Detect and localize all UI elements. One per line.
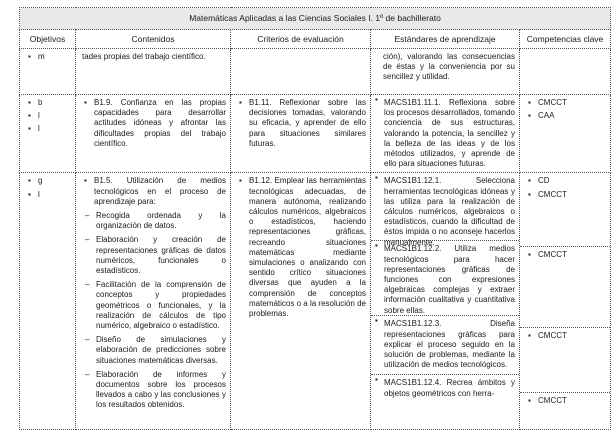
criterio-text: ▪ B1.12. Emplear las herramientas tecnológicas adecuadas, de manera autónoma, realizando cálculos numéricos, algebraicos o estadísticos, haciendo representaciones gráficas, recreando situaciones matemáticas mediante simulaciones o analizando con sentido crítico situaciones diversas que ayuden a la comprensión de conceptos matemáticos o a la resolución de problemas. <box>237 176 366 319</box>
competencias-cell <box>520 49 611 95</box>
contenido-intro: ▪ B1.5. Utilización de medios tecnológicos en el proceso de aprendizaje para: <box>82 176 226 207</box>
estandar-text: ▪ MACS1B1.11.1. Reflexiona sobre los procesos desarrollados, tomando conciencia de sus estructuras, valorando la potencia, la sencillez y la belleza de las ideas y de los métodos utilizados, y aprende de ello para situaciones futuras. <box>371 95 519 172</box>
competencia-item: ▪ CAA <box>526 111 606 121</box>
contenidos-cell <box>76 95 231 173</box>
criterio-text: ▪ B1.11. Reflexionar sobre las decisiones tomadas, valorando su eficacia, y aprender de ello para situaciones similares futuras. <box>237 98 366 149</box>
objetivos-cell <box>20 173 76 430</box>
criterios-cell <box>231 49 371 95</box>
contenido-text: tades propias del trabajo científico. <box>82 52 206 61</box>
header-contenidos: Contenidos <box>76 30 231 49</box>
competencia-item: ▪ CD <box>526 176 606 186</box>
header-objetivos: Objetivos <box>20 30 76 49</box>
competencias-cell <box>520 173 611 430</box>
objetivo-item: ▪ m <box>26 52 71 62</box>
estandares-cell <box>371 95 520 173</box>
objetivos-cell <box>20 49 76 95</box>
competencia-item: ▪ CMCCT <box>526 190 606 200</box>
contenido-subitem: – Recogida ordenada y la organización de datos. <box>82 211 226 231</box>
estandar-text: ▪ MACS1B1.12.3. Diseña representaciones gráficas para explicar el proceso seguido en la solución de problemas, mediante la utilización de medios tecnológicos. <box>371 316 519 373</box>
objetivo-item: ▪ b <box>26 98 71 108</box>
table-header-row <box>20 30 611 49</box>
table-title: Matemáticas Aplicadas a las Ciencias Sociales I. 1º de bachillerato <box>20 8 611 30</box>
contenido-subitem: – Facilitación de la comprensión de conceptos y propiedades geométricos o funcionales, y la realización de cálculos de tipo numérico, algebraico o estadístico. <box>82 280 226 331</box>
competencia-item: ▪ CMCCT <box>526 396 606 406</box>
table-row <box>20 173 611 430</box>
estandar-text: ▪ MACS1B1.12.2. Utiliza medios tecnológicos para hacer representaciones gráficas de funciones con expresiones algebraicas complejas y extraer información cualitativa y cuantitativa sobre ellas. <box>371 241 519 318</box>
criterios-cell <box>231 173 371 430</box>
criterio-text <box>231 49 370 54</box>
table-row <box>20 95 611 173</box>
contenidos-cell <box>76 49 231 95</box>
competencia-item: ▪ CMCCT <box>526 250 606 260</box>
header-criterios: Criterios de evaluación <box>231 30 371 49</box>
estandar-text: ción), valorando las consecuencias de éstas y la conveniencia por su sencillez y utilidad. <box>383 52 515 82</box>
curriculum-table <box>19 7 611 430</box>
header-estandares: Estándares de aprendizaje <box>371 30 520 49</box>
table-title-row <box>20 8 611 30</box>
estandares-cell <box>371 49 520 95</box>
table-row <box>20 49 611 95</box>
contenido-subitem: – Elaboración de informes y documentos sobre los procesos llevados a cabo y las conclusiones y los resultados obtenidos. <box>82 370 226 411</box>
competencia-item: ▪ CMCCT <box>526 331 606 341</box>
estandares-cell <box>371 173 520 430</box>
contenido-subitem: – Diseño de simulaciones y elaboración de predicciones sobre situaciones matemáticas diversas. <box>82 335 226 366</box>
contenido-text: ▪ B1.9. Confianza en las propias capacidades para desarrollar actitudes idóneas y afrontar las dificultades propias del trabajo científico. <box>82 98 226 149</box>
contenidos-cell <box>76 173 231 430</box>
objetivo-item: ▪ l <box>26 124 71 134</box>
objetivo-item: ▪ g <box>26 176 71 186</box>
contenido-subitem: – Elaboración y creación de representaciones gráficas de datos numéricos, funcionales o estadísticos. <box>82 235 226 276</box>
competencia-item: ▪ CMCCT <box>526 98 606 108</box>
header-competencias: Competencias clave <box>520 30 611 49</box>
objetivo-item: ▪ l <box>26 190 71 200</box>
estandar-text: ▪ MACS1B1.12.1. Selecciona herramientas tecnológicas idóneas y las utiliza para la realización de cálculos numéricos, algebraicos o estadísticos, cuando la dificultad de éstos impida o no aconseje hacerlos manualmente. <box>371 173 519 250</box>
objetivo-item: ▪ l <box>26 111 71 121</box>
criterios-cell <box>231 95 371 173</box>
curriculum-table-page <box>19 7 610 430</box>
estandar-text: ▪ MACS1B1.12.4. Recrea ámbitos y objetos geométricos con herra- <box>371 375 519 401</box>
objetivos-cell <box>20 95 76 173</box>
competencias-cell <box>520 95 611 173</box>
